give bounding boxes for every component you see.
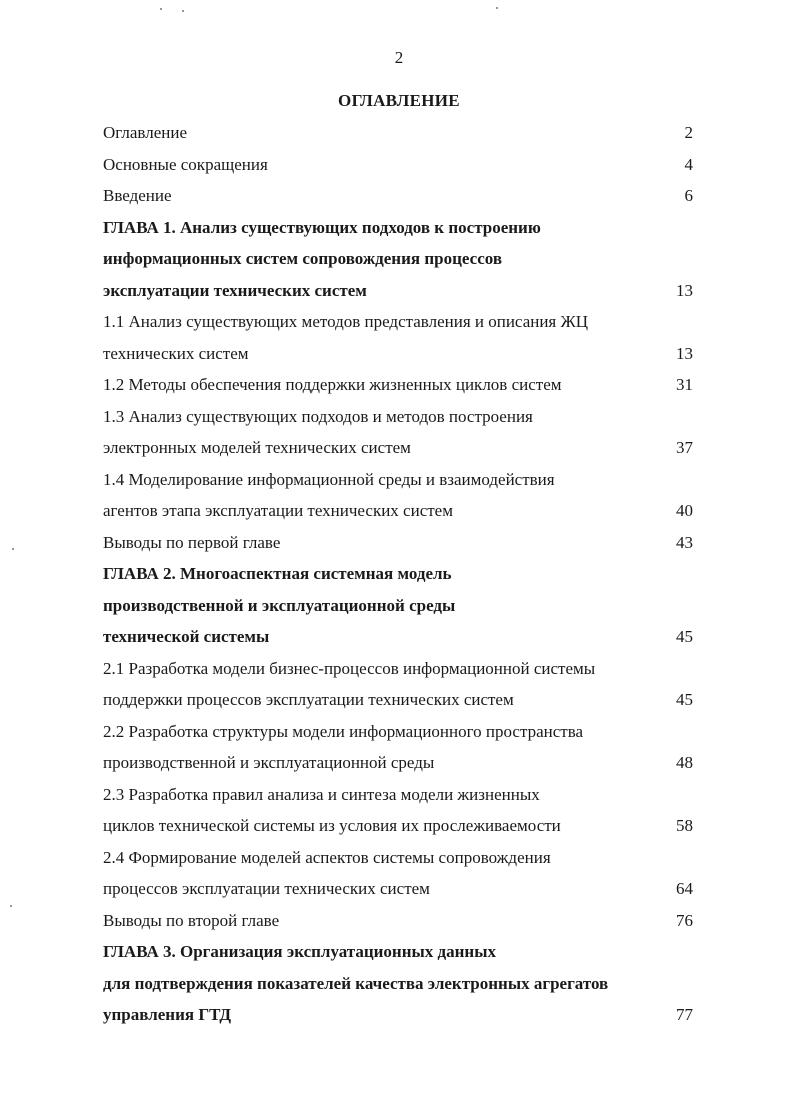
toc-entry[interactable]: [103, 464, 693, 496]
toc-page-number: 77: [676, 1005, 693, 1024]
toc-page-number: 45: [676, 627, 693, 646]
toc-entry-text: 2.2 Разработка структуры модели информационного пространства: [103, 721, 584, 741]
toc-entry-text: производственной и эксплуатационной среды: [103, 595, 456, 615]
toc-entry[interactable]: [103, 684, 693, 716]
toc-entry[interactable]: [103, 968, 693, 1000]
toc-entry[interactable]: [103, 842, 693, 874]
toc-entry-text: технических систем: [103, 343, 249, 363]
toc-entry[interactable]: [103, 275, 693, 307]
toc-entry-text: 1.2 Методы обеспечения поддержки жизненных циклов систем: [103, 375, 562, 394]
toc-page-number: 2: [684, 123, 693, 142]
toc-entry-text: ГЛАВА 3. Организация эксплуатационных данных: [103, 942, 497, 961]
toc-page-number: 31: [676, 375, 693, 394]
toc-entry[interactable]: [103, 369, 693, 401]
toc-entry-text: 1.1 Анализ существующих методов представления и описания ЖЦ: [103, 312, 589, 331]
toc-entry[interactable]: [103, 149, 693, 181]
page-title: ОГЛАВЛЕНИЕ: [338, 91, 460, 110]
toc-entry-text: Оглавление: [103, 123, 187, 142]
toc-page-number: 48: [676, 753, 693, 772]
toc-page-number: 13: [676, 343, 693, 363]
toc-page-number: 4: [684, 154, 693, 174]
toc-entry[interactable]: [103, 999, 693, 1031]
toc-page-number: 76: [676, 910, 693, 930]
scan-speck: [496, 7, 498, 9]
scan-speck: [182, 10, 184, 12]
toc-entry[interactable]: [103, 590, 693, 622]
toc-entry-text: ГЛАВА 1. Анализ существующих подходов к построению: [103, 217, 541, 237]
toc-entry-text: эксплуатации технических систем: [103, 280, 367, 300]
toc-entry[interactable]: [103, 716, 693, 748]
toc-entry-text: технической системы: [103, 627, 270, 646]
toc-entry-text: Введение: [103, 186, 172, 205]
toc-entry-text: для подтверждения показателей качества электронных агрегатов: [103, 973, 609, 993]
toc-entry[interactable]: [103, 527, 693, 559]
toc-page-number: 13: [676, 280, 693, 300]
toc-entry[interactable]: [103, 936, 693, 968]
toc-page-number: 40: [676, 501, 693, 520]
toc-entry-text: процессов эксплуатации технических систем: [103, 879, 430, 898]
toc-entry[interactable]: [103, 401, 693, 433]
toc-entry[interactable]: [103, 243, 693, 275]
scan-speck: [160, 8, 162, 10]
toc-page-number: 58: [676, 816, 693, 835]
toc-entry-text: 2.3 Разработка правил анализа и синтеза модели жизненных: [103, 784, 540, 804]
scan-speck: [12, 548, 14, 550]
toc-entry-text: Выводы по второй главе: [103, 910, 280, 930]
toc-entry-text: производственной и эксплуатационной среды: [103, 753, 435, 772]
toc-page-number: 45: [676, 690, 693, 709]
toc-entry[interactable]: [103, 747, 693, 779]
toc-entry-text: управления ГТД: [103, 1005, 232, 1024]
toc-entry[interactable]: [103, 432, 693, 464]
toc-entry[interactable]: [103, 905, 693, 937]
toc-entry-text: агентов этапа эксплуатации технических систем: [103, 501, 453, 520]
toc-entry[interactable]: [103, 180, 693, 212]
toc-entry-text: поддержки процессов эксплуатации технических систем: [103, 690, 514, 709]
toc-entry-text: 2.1 Разработка модели бизнес-процессов информационной системы: [103, 658, 596, 678]
toc-entry-text: электронных моделей технических систем: [103, 438, 411, 457]
toc-page-number: 6: [684, 186, 693, 205]
toc-page-number: 37: [676, 438, 693, 457]
toc-entry-text: 1.4 Моделирование информационной среды и взаимодействия: [103, 469, 555, 489]
toc-entry-text: 2.4 Формирование моделей аспектов системы сопровождения: [103, 847, 551, 867]
toc-entry-text: Выводы по первой главе: [103, 532, 281, 552]
page-number: 2: [394, 48, 404, 67]
scan-speck: [10, 905, 12, 907]
toc-entry[interactable]: [103, 621, 693, 653]
toc-entry-text: ГЛАВА 2. Многоаспектная системная модель: [103, 564, 452, 583]
toc-page-number: 64: [676, 879, 693, 898]
toc-entry[interactable]: [103, 653, 693, 685]
toc-entry[interactable]: [103, 212, 693, 244]
toc-entry[interactable]: [103, 306, 693, 338]
toc-entry-text: циклов технической системы из условия их прослеживаемости: [103, 816, 561, 835]
toc-page-number: 43: [676, 532, 693, 552]
toc-entry-text: Основные сокращения: [103, 154, 268, 174]
toc-entry-text: 1.3 Анализ существующих подходов и методов построения: [103, 406, 533, 426]
toc-entry[interactable]: [103, 558, 693, 590]
toc-entry[interactable]: [103, 495, 693, 527]
toc-entry[interactable]: [103, 338, 693, 370]
toc-entry[interactable]: [103, 779, 693, 811]
toc-entry[interactable]: [103, 117, 693, 149]
toc-entry[interactable]: [103, 873, 693, 905]
toc-entry[interactable]: [103, 810, 693, 842]
toc-entry-text: информационных систем сопровождения процессов: [103, 249, 502, 268]
table-of-contents: [103, 117, 693, 1031]
